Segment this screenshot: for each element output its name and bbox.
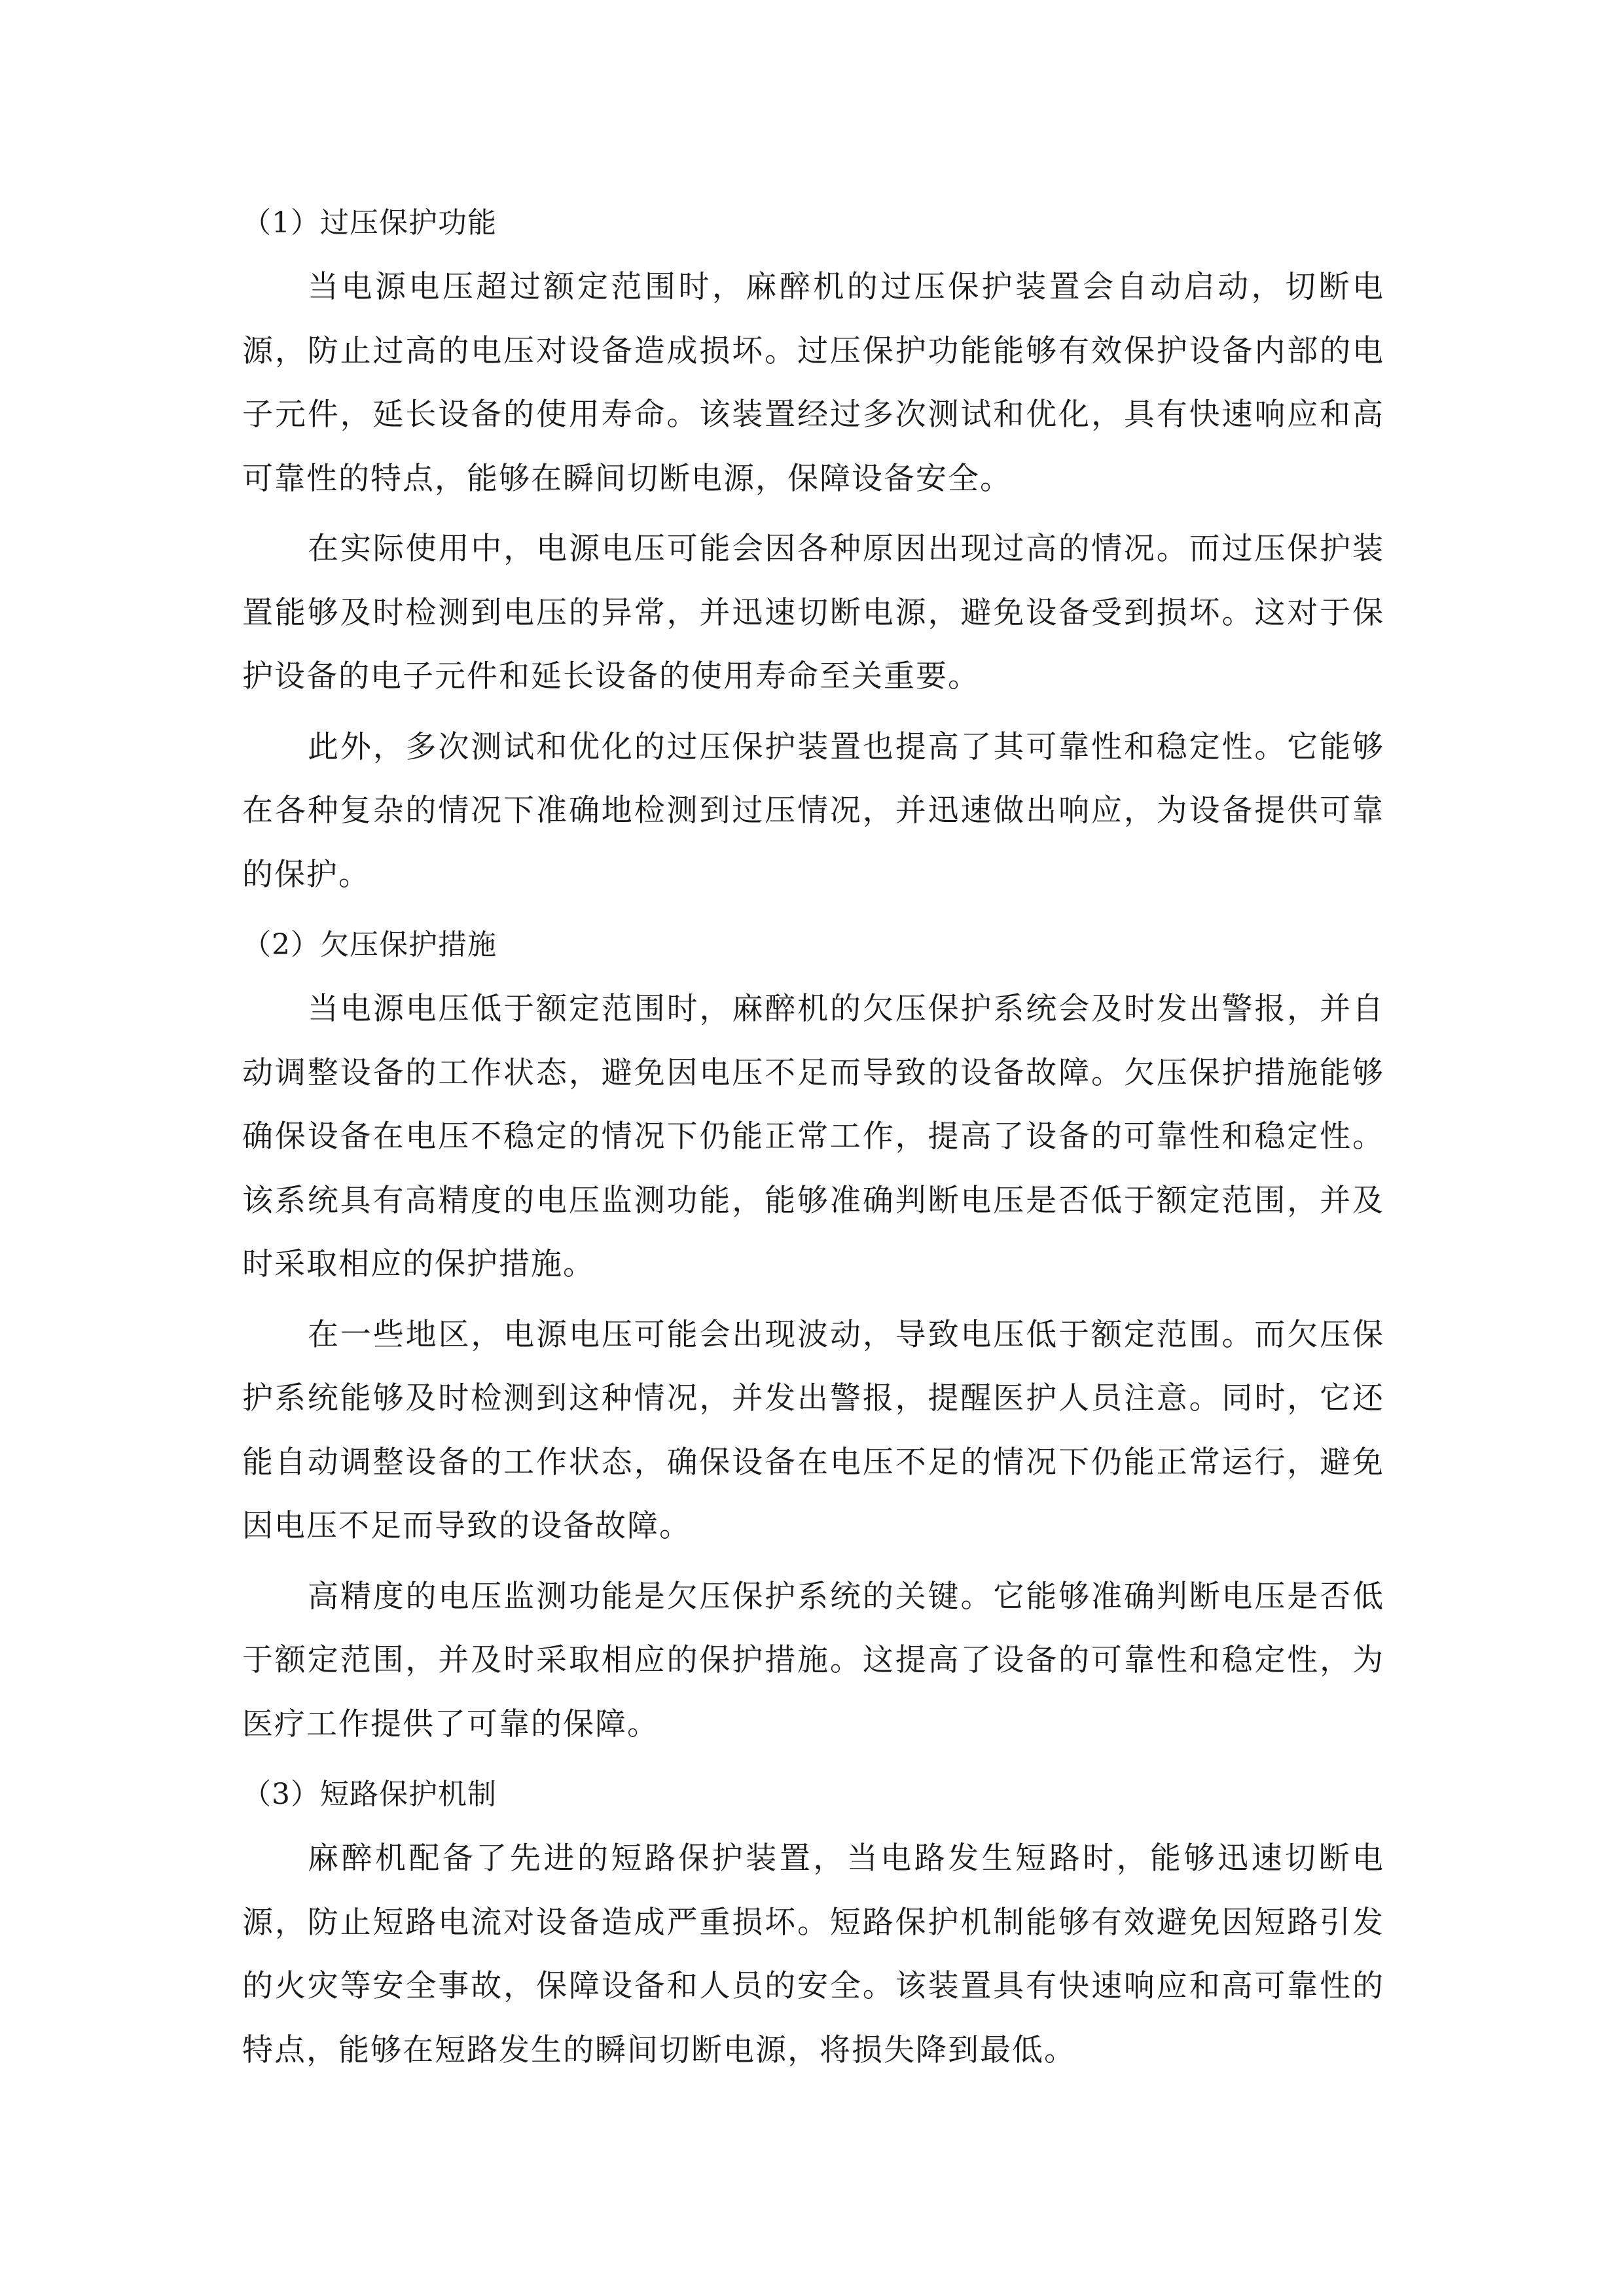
paragraph: 在一些地区，电源电压可能会出现波动，导致电压低于额定范围。而欠压保护系统能够及时检测到这种情况，并发出警报，提醒医护人员注意。同时，它还能自动调整设备的工作状态，确保设备在电压不足的情况下仍能正常运行，避免因电压不足而导致的设备故障。	[242, 1316, 1384, 1544]
paragraph: 当电源电压低于额定范围时，麻醉机的欠压保护系统会及时发出警报，并自动调整设备的工作状态，避免因电压不足而导致的设备故障。欠压保护措施能够确保设备在电压不稳定的情况下仍能正常工作，提高了设备的可靠性和稳定性。该系统具有高精度的电压监测功能，能够准确判断电压是否低于额定范围，并及时采取相应的保护措施。	[242, 991, 1384, 1282]
section-heading-overvoltage: （1）过压保护功能	[242, 206, 497, 240]
section-heading-undervoltage: （2）欠压保护措施	[242, 928, 497, 961]
paragraph: 在实际使用中，电源电压可能会因各种原因出现过高的情况。而过压保护装置能够及时检测到电压的异常，并迅速切断电源，避免设备受到损坏。这对于保护设备的电子元件和延长设备的使用寿命至关重要。	[242, 531, 1384, 694]
section-heading-short-circuit: （3）短路保护机制	[242, 1778, 497, 1811]
paragraph: 当电源电压超过额定范围时，麻醉机的过压保护装置会自动启动，切断电源，防止过高的电压对设备造成损坏。过压保护功能能够有效保护设备内部的电子元件，延长设备的使用寿命。该装置经过多次测试和优化，具有快速响应和高可靠性的特点，能够在瞬间切断电源，保障设备安全。	[242, 269, 1384, 497]
document-page	[242, 191, 1384, 2089]
paragraph: 高精度的电压监测功能是欠压保护系统的关键。它能够准确判断电压是否低于额定范围，并及时采取相应的保护措施。这提高了设备的可靠性和稳定性，为医疗工作提供了可靠的保障。	[242, 1578, 1384, 1742]
paragraph: 此外，多次测试和优化的过压保护装置也提高了其可靠性和稳定性。它能够在各种复杂的情况下准确地检测到过压情况，并迅速做出响应，为设备提供可靠的保护。	[242, 728, 1384, 893]
paragraph: 麻醉机配备了先进的短路保护装置，当电路发生短路时，能够迅速切断电源，防止短路电流对设备造成严重损坏。短路保护机制能够有效避免因短路引发的火灾等安全事故，保障设备和人员的安全。该装置具有快速响应和高可靠性的特点，能够在短路发生的瞬间切断电源，将损失降到最低。	[242, 1840, 1384, 2068]
